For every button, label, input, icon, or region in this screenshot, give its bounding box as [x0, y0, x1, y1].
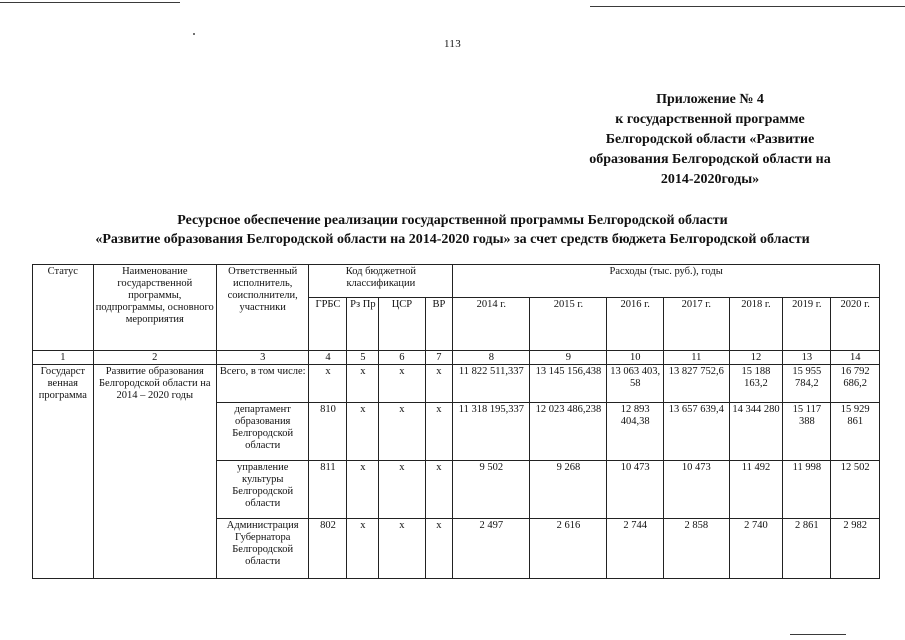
header-status: Статус: [33, 265, 94, 351]
vr-cell: x: [425, 365, 453, 403]
grbs-cell: 811: [309, 461, 347, 519]
vr-cell: x: [425, 403, 453, 461]
column-number: 6: [379, 351, 425, 365]
csr-cell: x: [379, 461, 425, 519]
amount-cell: 14 344 280: [729, 403, 782, 461]
header-csr: ЦСР: [379, 298, 425, 351]
rzpr-cell: x: [347, 519, 379, 579]
rzpr-cell: x: [347, 461, 379, 519]
amount-cell: 13 827 752,6: [663, 365, 729, 403]
amount-cell: 13 145 156,438: [530, 365, 607, 403]
vr-cell: x: [425, 519, 453, 579]
appendix-line: 2014-2020годы»: [660, 172, 760, 187]
program-name-cell: Развитие образования Белгородской области на 2014 – 2020 годы: [93, 365, 216, 579]
header-rzpr: Рз Пр: [347, 298, 379, 351]
header-year-2019: 2019 г.: [783, 298, 831, 351]
header-year-2015: 2015 г.: [530, 298, 607, 351]
amount-cell: 13 657 639,4: [663, 403, 729, 461]
amount-cell: 12 502: [831, 461, 880, 519]
amount-cell: 12 023 486,238: [530, 403, 607, 461]
amount-cell: 10 473: [663, 461, 729, 519]
amount-cell: 9 502: [453, 461, 530, 519]
table-row: [33, 365, 880, 403]
header-name: Наименование государственной программы, подпрограммы, основного мероприятия: [93, 265, 216, 351]
amount-cell: 13 063 403, 58: [607, 365, 664, 403]
appendix-line: Приложение № 4: [656, 92, 764, 107]
rzpr-cell: x: [347, 403, 379, 461]
column-number: 7: [425, 351, 453, 365]
header-budget-code: Код бюджетной классификации: [309, 265, 453, 298]
executor-cell: департамент образования Белгородской области: [216, 403, 308, 461]
page-number: 113: [444, 38, 461, 50]
header-year-2018: 2018 г.: [729, 298, 782, 351]
amount-cell: 11 822 511,337: [453, 365, 530, 403]
header-year-2017: 2017 г.: [663, 298, 729, 351]
amount-cell: 15 929 861: [831, 403, 880, 461]
amount-cell: 15 117 388: [783, 403, 831, 461]
column-number: 10: [607, 351, 664, 365]
scan-speck: [193, 33, 195, 35]
amount-cell: 9 268: [530, 461, 607, 519]
document-title: [0, 211, 905, 249]
column-number: 2: [93, 351, 216, 365]
amount-cell: 2 858: [663, 519, 729, 579]
header-expenses: Расходы (тыс. руб.), годы: [453, 265, 880, 298]
appendix-line: образования Белгородской области на: [589, 152, 831, 167]
amount-cell: 2 616: [530, 519, 607, 579]
appendix-line: Белгородской области «Развитие: [605, 132, 815, 147]
amount-cell: 11 318 195,337: [453, 403, 530, 461]
column-number: 11: [663, 351, 729, 365]
csr-cell: x: [379, 365, 425, 403]
header-executor: Ответственный исполнитель, соисполнители, участники: [216, 265, 308, 351]
executor-cell: управление культуры Белгородской области: [216, 461, 308, 519]
scan-border-line: [790, 634, 846, 635]
executor-cell: Администрация Губернатора Белгородской области: [216, 519, 308, 579]
amount-cell: 2 861: [783, 519, 831, 579]
column-number: 9: [530, 351, 607, 365]
column-number-row: [33, 351, 880, 365]
column-number: 4: [309, 351, 347, 365]
amount-cell: 12 893 404,38: [607, 403, 664, 461]
column-number: 8: [453, 351, 530, 365]
status-cell: Государст венная программа: [33, 365, 94, 579]
amount-cell: 16 792 686,2: [831, 365, 880, 403]
executor-cell: Всего, в том числе:: [216, 365, 308, 403]
amount-cell: 11 492: [729, 461, 782, 519]
grbs-cell: x: [309, 365, 347, 403]
amount-cell: 11 998: [783, 461, 831, 519]
column-number: 3: [216, 351, 308, 365]
vr-cell: x: [425, 461, 453, 519]
amount-cell: 10 473: [607, 461, 664, 519]
amount-cell: 15 188 163,2: [729, 365, 782, 403]
rzpr-cell: x: [347, 365, 379, 403]
title-line-2: «Развитие образования Белгородской области на 2014-2020 годы» за счет средств бюджета Белгородской области: [95, 232, 810, 247]
appendix-line: к государственной программе: [615, 112, 805, 127]
grbs-cell: 802: [309, 519, 347, 579]
header-year-2020: 2020 г.: [831, 298, 880, 351]
column-number: 1: [33, 351, 94, 365]
header-year-2014: 2014 г.: [453, 298, 530, 351]
title-line-1: Ресурсное обеспечение реализации государственной программы Белгородской области: [177, 213, 728, 228]
resource-table: [32, 264, 880, 579]
csr-cell: x: [379, 519, 425, 579]
column-number: 13: [783, 351, 831, 365]
csr-cell: x: [379, 403, 425, 461]
header-vr: ВР: [425, 298, 453, 351]
column-number: 14: [831, 351, 880, 365]
grbs-cell: 810: [309, 403, 347, 461]
amount-cell: 2 982: [831, 519, 880, 579]
header-year-2016: 2016 г.: [607, 298, 664, 351]
header-grbs: ГРБС: [309, 298, 347, 351]
scan-border-line: [0, 2, 180, 3]
column-number: 5: [347, 351, 379, 365]
scan-border-line: [590, 6, 905, 7]
amount-cell: 2 744: [607, 519, 664, 579]
amount-cell: 15 955 784,2: [783, 365, 831, 403]
appendix-block: [560, 90, 860, 190]
column-number: 12: [729, 351, 782, 365]
amount-cell: 2 497: [453, 519, 530, 579]
amount-cell: 2 740: [729, 519, 782, 579]
